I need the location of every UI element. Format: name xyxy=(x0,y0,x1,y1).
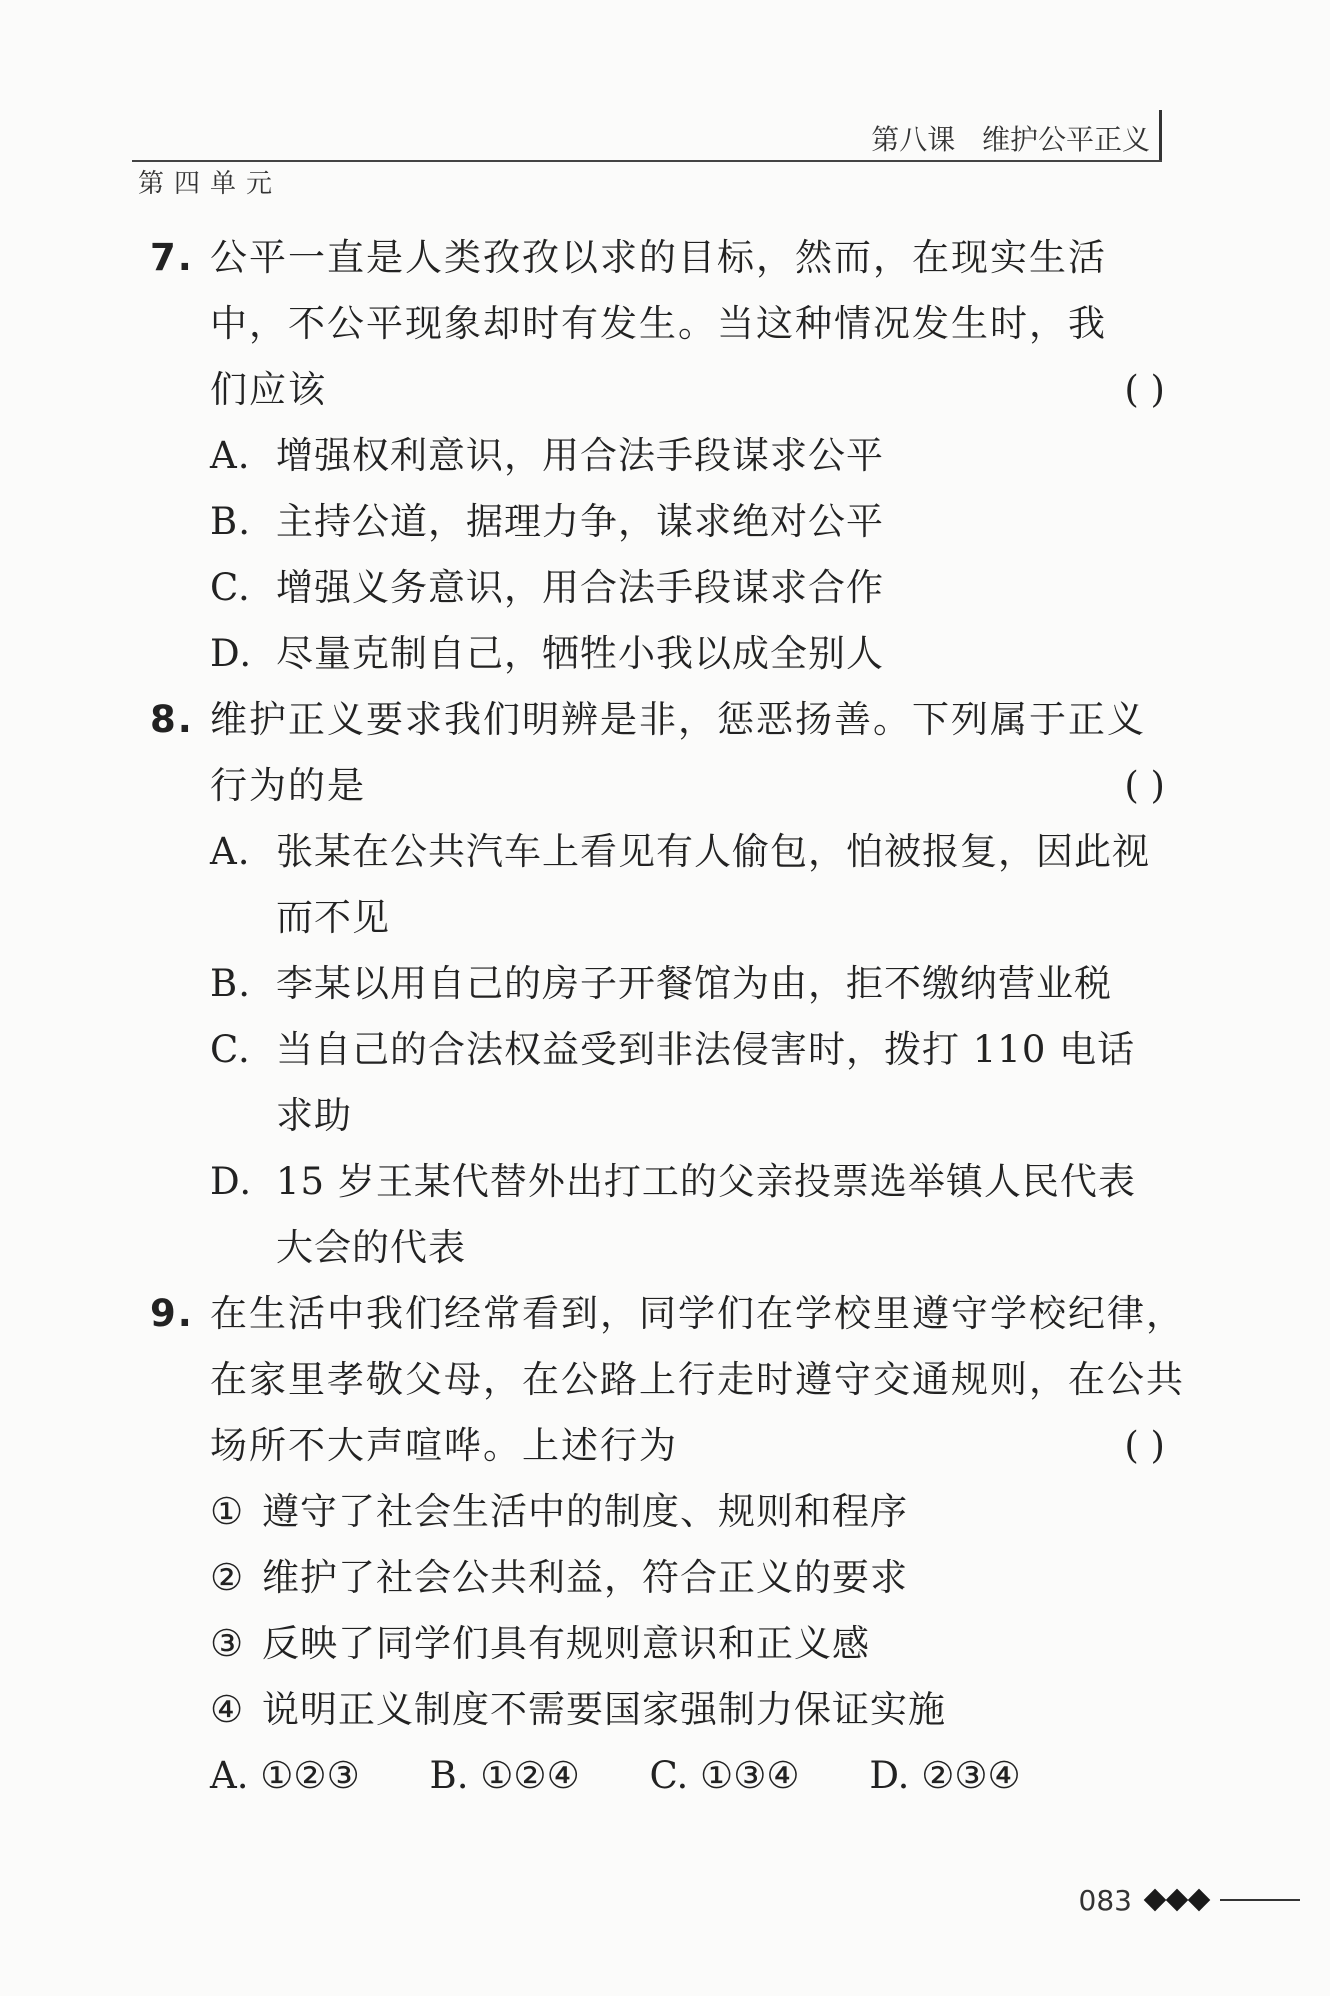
question-line xyxy=(150,1413,1165,1479)
question-text: 场所不大声喧哗。上述行为 xyxy=(210,1424,678,1467)
page-footer xyxy=(1079,1880,1300,1920)
choice-d[interactable]: D. ②③④ xyxy=(869,1754,1021,1797)
statement-3 xyxy=(150,1611,1165,1677)
answer-choices xyxy=(150,1743,1165,1809)
diamond-icon xyxy=(1188,1889,1211,1912)
option-b xyxy=(150,951,1165,1017)
statement-text: 遵守了社会生活中的制度、规则和程序 xyxy=(262,1490,908,1533)
option-text: 15 岁王某代替外出打工的父亲投票选举镇人民代表 xyxy=(276,1160,1136,1203)
option-c xyxy=(150,1017,1165,1083)
question-text: 行为的是 xyxy=(210,764,366,807)
option-a xyxy=(150,423,1165,489)
statement-mark: ② xyxy=(210,1556,245,1599)
option-a xyxy=(150,819,1165,885)
diamond-icon xyxy=(1144,1889,1167,1912)
option-letter: C. xyxy=(210,566,251,609)
header-lesson-title: 第八课 维护公平正义 xyxy=(871,123,1150,156)
option-text: 主持公道，据理力争，谋求绝对公平 xyxy=(276,500,884,543)
statement-text: 维护了社会公共利益，符合正义的要求 xyxy=(262,1556,908,1599)
statement-4 xyxy=(150,1677,1165,1743)
option-letter: D. xyxy=(210,1160,253,1203)
question-line xyxy=(150,1281,1185,1347)
question-text: 在生活中我们经常看到，同学们在学校里遵守学校纪律， xyxy=(210,1292,1185,1335)
question-line xyxy=(150,687,1165,753)
page-number: 083 xyxy=(1078,1883,1132,1917)
question-line xyxy=(150,1347,1185,1413)
question-line xyxy=(150,753,1165,819)
choice-a[interactable]: A. ①②③ xyxy=(210,1754,360,1797)
question-number: 7. xyxy=(150,236,194,279)
option-d xyxy=(150,1149,1165,1215)
question-8 xyxy=(150,687,1165,1281)
option-d xyxy=(150,621,1165,687)
footer-rule xyxy=(1220,1899,1300,1901)
question-line xyxy=(150,291,1165,357)
option-text: 当自己的合法权益受到非法侵害时，拨打 110 电话 xyxy=(276,1028,1136,1071)
question-number: 8. xyxy=(150,698,194,741)
answer-blank[interactable]: ( ) xyxy=(1124,1424,1165,1467)
statement-mark: ③ xyxy=(210,1622,245,1665)
option-text: 增强义务意识，用合法手段谋求合作 xyxy=(276,566,884,609)
header-rule xyxy=(132,160,1162,162)
statement-1 xyxy=(150,1479,1165,1545)
question-7 xyxy=(150,225,1165,687)
question-text: 维护正义要求我们明辨是非，惩恶扬善。下列属于正义 xyxy=(210,698,1146,741)
option-text: 尽量克制自己，牺牲小我以成全别人 xyxy=(276,632,884,675)
statement-mark: ① xyxy=(210,1490,245,1533)
diamond-icon xyxy=(1166,1889,1189,1912)
question-number: 9. xyxy=(150,1292,194,1335)
answer-blank[interactable]: ( ) xyxy=(1124,368,1165,411)
statement-2 xyxy=(150,1545,1165,1611)
statement-mark: ④ xyxy=(210,1688,245,1731)
choice-c[interactable]: C. ①③④ xyxy=(649,1754,800,1797)
option-c-continued: 求助 xyxy=(276,1094,352,1137)
question-list xyxy=(150,225,1185,1809)
statement-text: 反映了同学们具有规则意识和正义感 xyxy=(262,1622,870,1665)
option-letter: A. xyxy=(210,830,251,873)
header-bar xyxy=(1159,110,1162,160)
answer-blank[interactable]: ( ) xyxy=(1124,764,1165,807)
option-a-continued: 而不见 xyxy=(276,896,390,939)
option-letter: A. xyxy=(210,434,251,477)
option-d-continued: 大会的代表 xyxy=(276,1226,466,1269)
option-text: 张某在公共汽车上看见有人偷包，怕被报复，因此视 xyxy=(276,830,1150,873)
question-line xyxy=(150,225,1165,291)
option-text: 增强权利意识，用合法手段谋求公平 xyxy=(276,434,884,477)
choice-b[interactable]: B. ①②④ xyxy=(429,1754,580,1797)
question-text: 们应该 xyxy=(210,368,327,411)
option-letter: B. xyxy=(210,962,251,1005)
option-letter: D. xyxy=(210,632,253,675)
question-line xyxy=(150,357,1165,423)
option-b xyxy=(150,489,1165,555)
option-letter: C. xyxy=(210,1028,251,1071)
option-c xyxy=(150,555,1165,621)
question-text: 在家里孝敬父母，在公路上行走时遵守交通规则，在公共 xyxy=(210,1358,1185,1401)
question-text: 中，不公平现象却时有发生。当这种情况发生时，我 xyxy=(210,302,1107,345)
header-unit-title: 第四单元 xyxy=(138,169,283,199)
option-letter: B. xyxy=(210,500,251,543)
question-text: 公平一直是人类孜孜以求的目标，然而，在现实生活 xyxy=(210,236,1107,279)
question-9 xyxy=(150,1281,1185,1809)
option-text: 李某以用自己的房子开餐馆为由，拒不缴纳营业税 xyxy=(276,962,1112,1005)
statement-text: 说明正义制度不需要国家强制力保证实施 xyxy=(262,1688,946,1731)
